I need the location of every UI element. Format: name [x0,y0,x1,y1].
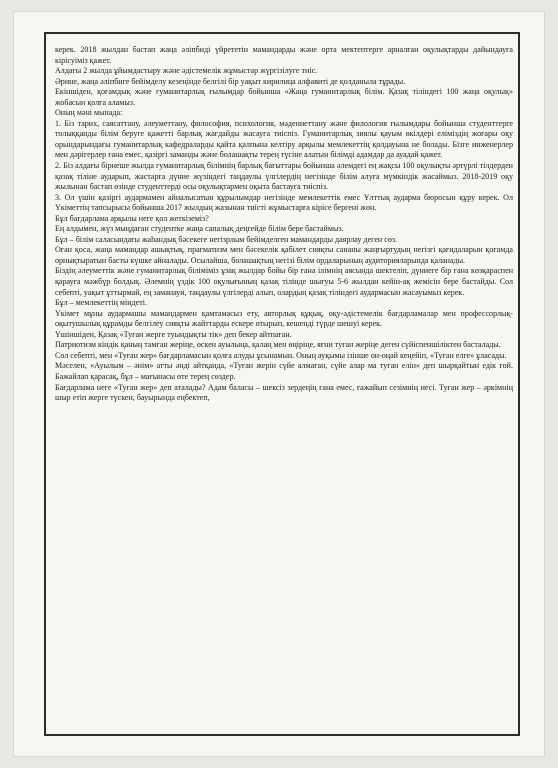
paragraph: Мәселен, «Ауылым – әнім» атты әнді айтқанда, «Туған жерін сүйе алмаған, сүйе алар ма туған елін» деп шырқайтын едік ғой. Бажайлап қарасақ, бұл – мағынасы өте терең сөздер. [55,361,513,381]
paragraph: Бұл – білім саласындағы жаһандық бәсекеге негізрлым бейімделген мамандарды даярлау деген сөз. [55,234,398,244]
document-text [55,45,513,404]
paragraph: Үкімет мұны аудармашы мамандармен қамтамасыз ету, авторлық құқық, оқу-әдістемелік бағдарламалар мен профессорлық-оқытушылық құрамды белгілеу сияқты жайттарды ескере отырып, кешенді түрде шешуі керек. [55,308,513,329]
paragraph: Бұл – мемлекеттің міндеті. [55,298,147,308]
paragraph: керек. 2018 жылдан бастап жаңа әліпбиді үйрететін мамандарды және орта мектептерге арналған оқулықтарды дайындауға кірісуіміз қажет. [55,45,513,65]
paragraph: 3. Ол үшін қазіргі аудармамен айналысатын құрылымдар негізінде мемлекеттік емес Ұлттық аударма бюросын құру керек. Ол Үкіметтің тапсырысы бойынша 2017 жылдың жазынан тиісті жұмыстарға кірісе бергені жөн. [55,192,513,213]
paragraph: Ең алдымен, жүз мыңдаған студентке жаңа сапалық деңгейде білім бере бастаймыз. [55,224,344,234]
paragraph: Патриотизм кіндік қаның тамған жеріңе, өскен ауылыңа, қалаң мен өңіріңе, яғни туған жеріңе деген сүйіспеншіліктен басталады. [55,340,501,350]
paragraph: Біздің әлеуметтік және гуманитарлық біліміміз ұзақ жылдар бойы бір ғана ілімнің аясында шектеліп, дүниеге бір ғана көзқараспен қарауға мәжбүр болдық. Әлемнің үздік 100 оқулығының қазақ тілінде шығуы 5-6 жылдан кейін-ақ жемісін бере бастайды. Сол себепті, уақыт ұттырмай, ең заманауи, таңдаулы үлгілерді алып, олардың қазақ тіліндегі аудармасын жасауымыз керек. [55,266,513,297]
paragraph: Алдағы 2 жылда ұйымдастыру және әдістемелік жұмыстар жүргізілуге тиіс. [55,66,318,76]
paragraph: Сол себепті, мен «Туған жер» бағдарламасын қолға алуды ұсынамын. Оның ауқымы ізінше он-оңай кеңейіп, «Туған елге» ұласады. [55,350,507,360]
paragraph: Екіншіден, қоғамдық және гуманитарлық ғылымдар бойынша «Жаңа гуманитарлық білім. Қазақ тіліндегі 100 жаңа оқулық» жобасын қолға аламыз. [55,87,513,107]
paragraph: Бағдарлама неге «Туған жер» деп аталады? Адам баласы – шексіз зердеңің ғана емес, ғажайып сезімнің иесі. Туған жер – әркімнің шыр етіп жерге түскен, бауырында еңбектеп, [55,382,513,403]
paragraph: 2. Біз алдағы бірнеше жылда гуманитарлық білімнің барлық бағыттары бойынша әлемдегі ең жақсы 100 оқулықты әртүрлі тілдерден қазақ тіліне аударып, жастарға дүние жүзіндегі таңдаулы үлгілердің негізінде білім алуға мүмкіндік жасаймыз. 2018-2019 оқу жылынан бастап өзінде студенттерді осы оқулықтармен оқыта бастауға тиіспіз. [55,161,513,192]
paragraph: 1. Біз тарих, саясаттану, әлеуметтану, философия, психология, мәдениеттану және филология ғылымдары бойынша студенттерге толыққанды білім беруге қажетті барлық жағдайды жасауға тиіспіз. Гуманитарлық зиялы қауым өкілдері еліміздің жоғары оқу орындарындағы гуманитарлық кафедраларды қайта қалпына келтіру арқылы мемлекеттің қолдауына не болады. Бізге инженерлер мен дәрігерлер ғана емес, қазіргі заманды және болашақты терең түсіне алатын білімді адамдар да ауадай қажет. [55,118,513,160]
paragraph: Үшіншіден, Қазақ «Туған жерге туындықты тік» деп бекер айтпаған. [55,329,292,339]
paragraph: Оған қоса, жаңа мамандар ашықтық, прагматизм мен бәсекелік қабілет сияқты сананы жаңғыртудың негізгі қағидаларын қоғамда орнықтыратын басты күшке айналады. Осылайша, болашақтың негізі білім ордаларының аудиторияларында қаланады. [55,245,513,265]
paragraph: Әрине, жаңа әліпбиге бейімделу кезеңінде белгілі бір уақыт кирилица алфавиті де қолданыла тұрады. [55,76,406,86]
paragraph: Оның мәні мынада: [55,108,123,118]
document-page [14,12,544,756]
paragraph: Бұл бағдарлама арқылы неге қол жеткіземіз? [55,213,209,223]
